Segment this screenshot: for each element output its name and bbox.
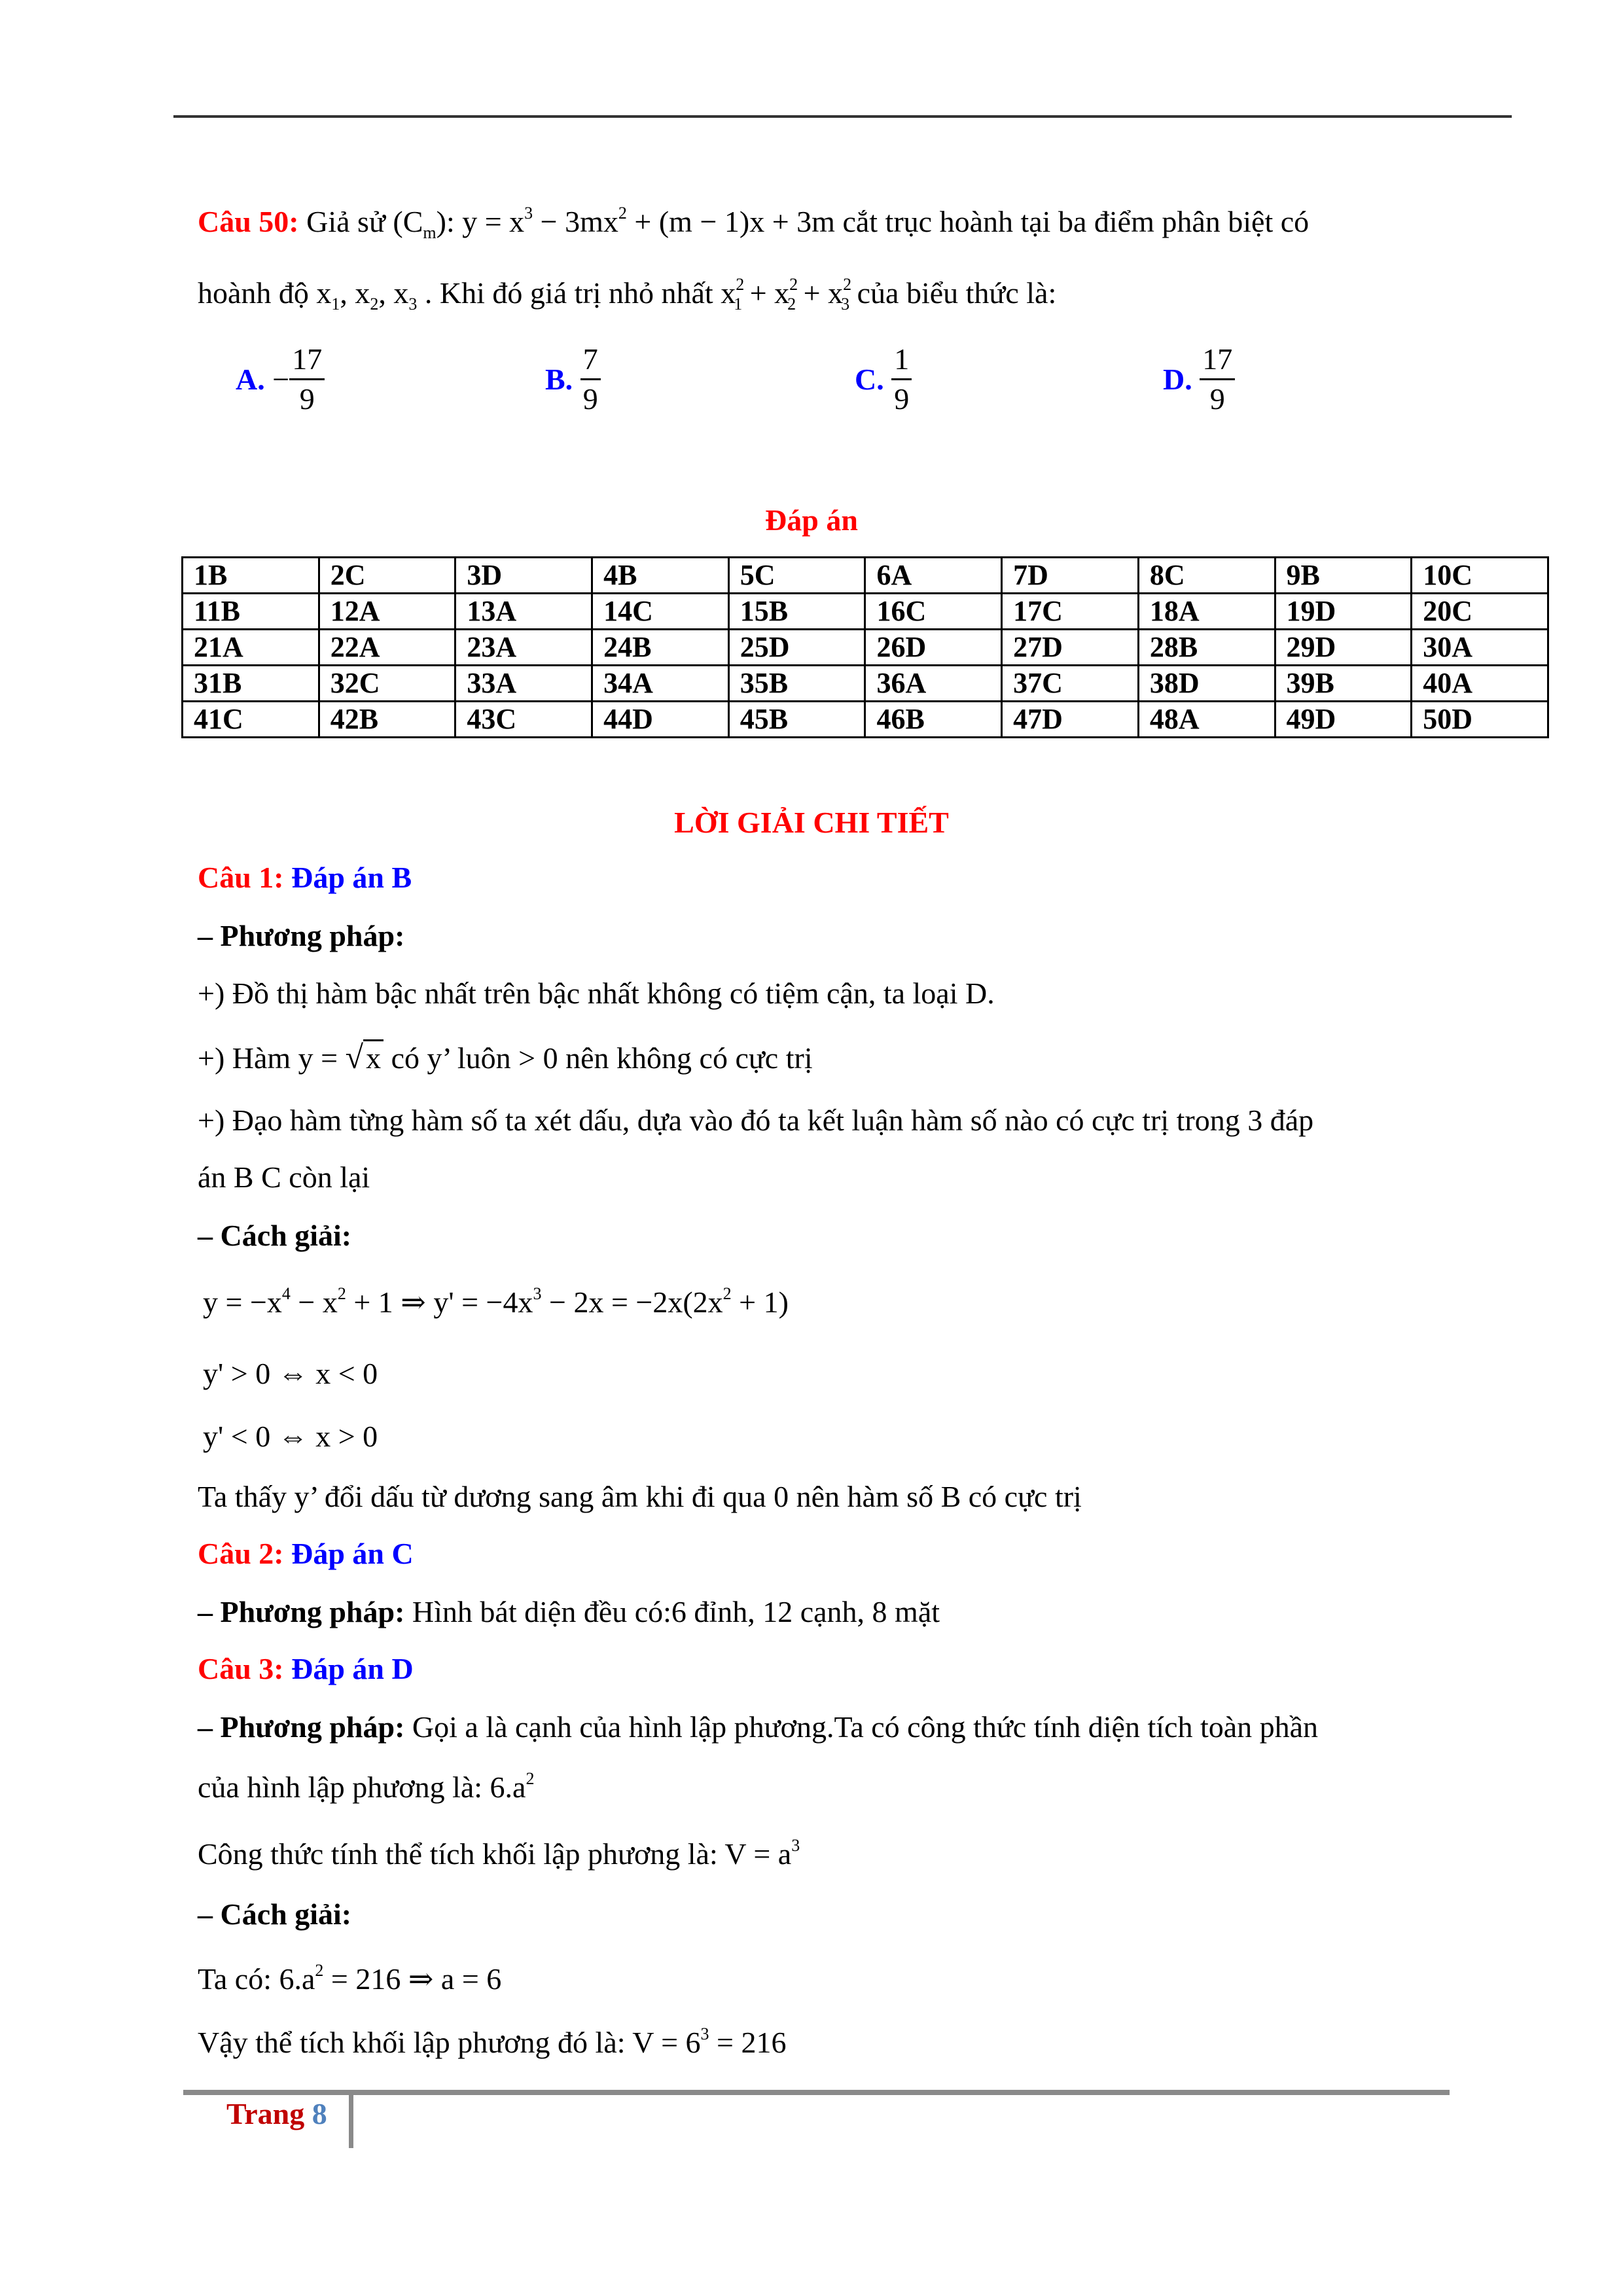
table-cell: 44D xyxy=(592,702,729,738)
table-cell: 37C xyxy=(1002,666,1139,702)
table-cell: 9B xyxy=(1275,558,1412,594)
q3-solve-label: – Cách giải: xyxy=(198,1897,352,1931)
q3-solve-2: Vậy thể tích khối lập phương đó là: $V = 6^3 = 216$ xyxy=(198,2024,787,2059)
answer-table xyxy=(181,556,1549,738)
q3-method: – Phương pháp: Gọi a là cạnh của hình lập phương.Ta có công thức tính diện tích toàn phần xyxy=(198,1710,1319,1744)
table-row xyxy=(183,702,1548,738)
table-cell: 18A xyxy=(1138,594,1275,630)
q50-line-1: Câu 50: Giả sử $(C_m)$: $y = x^3 - 3mx^2 + (m - 1)x + 3m$ cắt trục hoành tại ba điểm phân biệt có xyxy=(198,204,1310,242)
table-cell: 35B xyxy=(728,666,865,702)
choice-a[interactable]: A. − $\frac{17}{9}$ xyxy=(236,340,325,418)
table-cell: 14C xyxy=(592,594,729,630)
choice-d[interactable]: D. $\frac{17}{9}$ xyxy=(1163,340,1235,418)
q2-method: – Phương pháp: Hình bát diện đều có:6 đỉnh, 12 cạnh, 8 mặt xyxy=(198,1595,940,1628)
table-cell: 23A xyxy=(455,630,592,666)
table-cell: 40A xyxy=(1412,666,1548,702)
fraction: $\frac{7}{9}$ xyxy=(580,340,601,418)
solution-title: LỜI GIẢI CHI TIẾT xyxy=(674,806,949,839)
q1-equation-3: y' < 0 ⇔ x > 0 xyxy=(203,1420,378,1453)
table-cell: 19D xyxy=(1275,594,1412,630)
table-cell: 1B xyxy=(183,558,319,594)
table-cell: 6A xyxy=(865,558,1002,594)
q50-roots: $x_1$, $x_2$, $x_3$ xyxy=(316,276,418,314)
table-cell: 39B xyxy=(1275,666,1412,702)
table-cell: 13A xyxy=(455,594,592,630)
table-cell: 49D xyxy=(1275,702,1412,738)
q1-solve-label: – Cách giải: xyxy=(198,1219,352,1252)
table-cell: 7D xyxy=(1002,558,1139,594)
table-cell: 28B xyxy=(1138,630,1275,666)
sqrt-expression: x xyxy=(363,1039,383,1075)
q1-equation-1: $y = -x^4 - x^2 + 1$ ⇒ $y' = -4x^3 - 2x = -2x(2x^2 + 1)$ xyxy=(203,1284,789,1319)
table-cell: 10C xyxy=(1412,558,1548,594)
q3-method-3: Công thức tính thể tích khối lập phương là: $V = a^3$ xyxy=(198,1836,800,1871)
table-cell: 21A xyxy=(183,630,319,666)
table-cell: 22A xyxy=(319,630,455,666)
q50-sum-squares: $x^2_1 + x^2_2 + x^2_3$ xyxy=(721,275,852,314)
table-cell: 25D xyxy=(728,630,865,666)
q1-method-3: +) Đạo hàm từng hàm số ta xét dấu, dựa vào đó ta kết luận hàm số nào có cực trị trong 3 đáp xyxy=(198,1103,1314,1137)
table-cell: 34A xyxy=(592,666,729,702)
table-cell: 3D xyxy=(455,558,592,594)
table-cell: 50D xyxy=(1412,702,1548,738)
fraction: $\frac{17}{9}$ xyxy=(1200,340,1235,418)
table-cell: 26D xyxy=(865,630,1002,666)
table-row xyxy=(183,666,1548,702)
q1-equation-2: y' > 0 ⇔ x < 0 xyxy=(203,1357,378,1390)
q1-method-2: +) Hàm y = √x có y’ luôn > 0 nên không có cực trị xyxy=(198,1039,813,1075)
table-cell: 38D xyxy=(1138,666,1275,702)
table-cell: 12A xyxy=(319,594,455,630)
table-cell: 33A xyxy=(455,666,592,702)
table-cell: 2C xyxy=(319,558,455,594)
table-cell: 36A xyxy=(865,666,1002,702)
table-cell: 24B xyxy=(592,630,729,666)
q1-method-label: – Phương pháp: xyxy=(198,919,405,952)
table-cell: 42B xyxy=(319,702,455,738)
page-number: Trang 8 xyxy=(226,2097,327,2130)
table-cell: 8C xyxy=(1138,558,1275,594)
table-cell: 27D xyxy=(1002,630,1139,666)
q1-method-4: án B C còn lại xyxy=(198,1160,370,1194)
answer-title: Đáp án xyxy=(765,503,858,537)
table-cell: 46B xyxy=(865,702,1002,738)
table-cell: 29D xyxy=(1275,630,1412,666)
table-cell: 47D xyxy=(1002,702,1139,738)
table-row xyxy=(183,630,1548,666)
choice-b[interactable]: B. $\frac{7}{9}$ xyxy=(545,340,601,418)
table-cell: 20C xyxy=(1412,594,1548,630)
q50-expression: $(C_m)$: $y = x^3 - 3mx^2 + (m - 1)x + 3m$ xyxy=(393,204,835,242)
q50-line-2: hoành độ $x_1$, $x_2$, $x_3$ . Khi đó giá trị nhỏ nhất $x^2_1 + x^2_2 + x^2_3$ của biểu thức là: xyxy=(198,275,1057,314)
table-cell: 43C xyxy=(455,702,592,738)
choice-c[interactable]: C. $\frac{1}{9}$ xyxy=(855,340,912,418)
q3-method-2: của hình lập phương là: $6.a^2$ xyxy=(198,1769,535,1804)
fraction: $\frac{17}{9}$ xyxy=(289,340,325,418)
table-cell: 5C xyxy=(728,558,865,594)
q2-heading: Câu 2: Đáp án C xyxy=(198,1537,414,1570)
table-row xyxy=(183,558,1548,594)
q50-label: Câu 50: xyxy=(198,205,299,238)
footer-divider xyxy=(349,2094,353,2148)
table-cell: 11B xyxy=(183,594,319,630)
q3-solve-1: Ta có: $6.a^2 = 216$ ⇒ a = 6 xyxy=(198,1961,502,1996)
fraction: $\frac{1}{9}$ xyxy=(891,340,912,418)
table-cell: 30A xyxy=(1412,630,1548,666)
table-cell: 41C xyxy=(183,702,319,738)
table-cell: 32C xyxy=(319,666,455,702)
table-cell: 45B xyxy=(728,702,865,738)
table-cell: 16C xyxy=(865,594,1002,630)
table-cell: 15B xyxy=(728,594,865,630)
table-cell: 4B xyxy=(592,558,729,594)
footer-rule xyxy=(183,2090,1450,2095)
table-cell: 31B xyxy=(183,666,319,702)
q1-method-1: +) Đồ thị hàm bậc nhất trên bậc nhất không có tiệm cận, ta loại D. xyxy=(198,977,995,1010)
table-row xyxy=(183,594,1548,630)
q1-conclusion: Ta thấy y’ đổi dấu từ dương sang âm khi đi qua 0 nên hàm số B có cực trị xyxy=(198,1480,1082,1513)
q1-heading: Câu 1: Đáp án B xyxy=(198,861,412,894)
header-rule xyxy=(173,115,1512,118)
table-cell: 17C xyxy=(1002,594,1139,630)
q3-heading: Câu 3: Đáp án D xyxy=(198,1652,414,1685)
table-cell: 48A xyxy=(1138,702,1275,738)
